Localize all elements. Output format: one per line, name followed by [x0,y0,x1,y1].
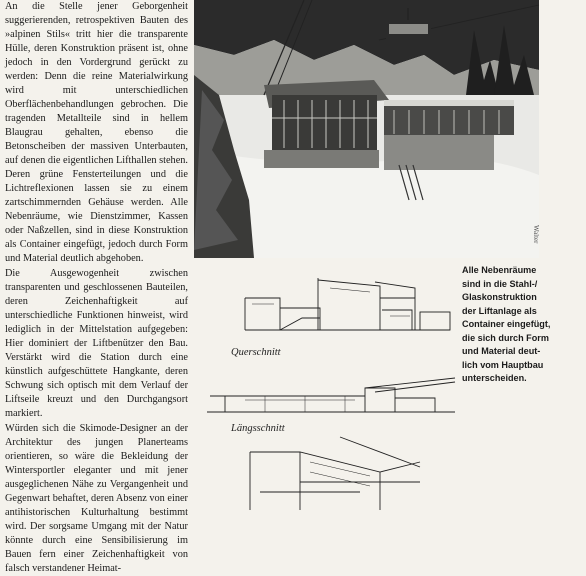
caption-line: Glaskonstruktion [462,292,537,302]
longitudinal-section-label: Längsschnitt [231,423,285,434]
cross-section-drawing [240,268,455,348]
caption-line: lich vom Hauptbau [462,359,544,370]
body-paragraph: An die Stelle jener Geborgenheit suggerierenden, retrospektiven Bauten des »alpinen Stils« tritt hier die transparente Hülle, deren Konstruktion präsent ist, ohne jedoch in den Vordergrund gerückt zu werden: Denn die reine Materialwirkung wird mit unterschiedlichen Oberflächenbehandlungen gebrochen. Die tragenden Metallteile sind in hellem Blaugrau gehalten, ebenso die Betonscheiben der massiven Unterbauten, auf denen die eigentlichen Lifthallen stehen. Deren grüne Fensterteilungen und die Lichtreflexionen lassen sie zu einem zartschimmernden Gehäuse werden. Alle Nebenräume, wie Dienstzimmer, Kassen oder Naßzellen, sind in diese Konstruktion als Container eingefügt, jedoch durch Form und Material deutlich abgehoben. [5,1,188,264]
body-paragraph: Würden sich die Skimode-Designer an der Architektur des jungen Planerteams orientieren, so wäre die Bekleidung der Wintersportler eleganter und mit jener ausgeglichenen Nähe zu Vergangenheit und Gegenwart behaftet, deren Absenz von einer antihistorischen Kulturhaltung bestimmt wird. Der sorgsame Umgang mit der Natur könnte durch eine Sensibilisierung im Bauen fern einer Zeichenhaftigkeit von falsch verstandener Heimat- [5,423,188,574]
plan-drawing [240,432,455,510]
body-text-column [5,0,188,574]
body-paragraph: Die Ausgewogenheit zwischen transparenten und geschlossenen Bauteilen, deren Zeichenhaftigkeit auf unterschiedliche Funktionen hinweist, wird lediglich in der Mittelstation aufgegeben: Hier dominiert der Liftbenützer den Bau. Verstärkt wird die Station durch eine künstlich aufgeschüttete Hangkante, deren Schwung sich optisch mit dem Verlauf der Liftseile kreuzt und den Durchgangsort markiert. [5,268,188,419]
photo-credit: Walter [532,225,540,244]
longitudinal-section-drawing [205,368,460,426]
caption-line: unterscheiden. [462,373,527,383]
caption-line: sind in die Stahl-/ [462,278,538,289]
photo-caption [462,264,582,386]
caption-line: Alle Nebenräume [462,265,537,275]
caption-line: die sich durch Form [462,332,549,343]
ski-lift-station-photo [194,0,539,258]
cross-section-label: Querschnitt [231,347,281,358]
caption-line: der Liftanlage als [462,305,537,316]
caption-line: und Material deut- [462,346,541,356]
caption-line: Container eingefügt, [462,319,551,329]
